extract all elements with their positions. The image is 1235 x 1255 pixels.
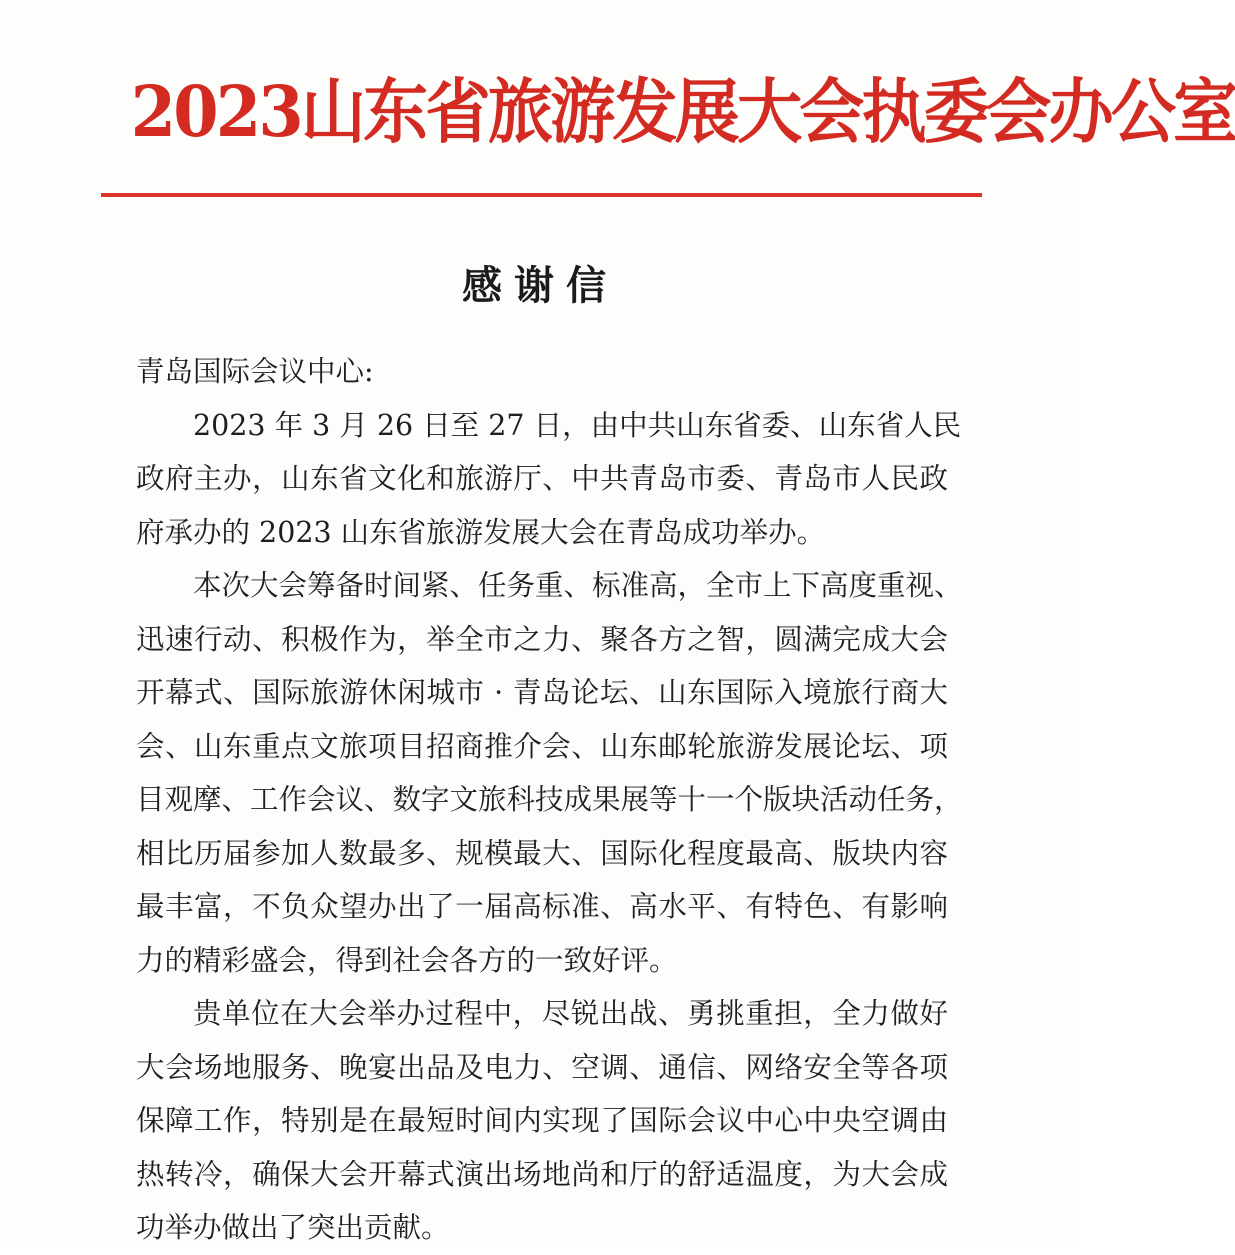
paragraph-line: 贵单位在大会举办过程中，尽锐出战、勇挑重担，全力做好 <box>193 997 948 1030</box>
paragraph-line: 最丰富，不负众望办出了一届高标准、高水平、有特色、有影响 <box>136 890 948 923</box>
paragraph-line: 本次大会筹备时间紧、任务重、标准高，全市上下高度重视、 <box>193 569 963 602</box>
paragraph-line: 保障工作，特别是在最短时间内实现了国际会议中心中央空调由 <box>136 1104 948 1137</box>
paragraph-line: 目观摩、工作会议、数字文旅科技成果展等十一个版块活动任务， <box>136 783 963 816</box>
paragraph-3 <box>136 987 948 1255</box>
salutation: 青岛国际会议中心: <box>136 355 374 388</box>
paragraph-line: 开幕式、国际旅游休闲城市 · 青岛论坛、山东国际入境旅行商大 <box>136 676 948 709</box>
letterhead-red-rule <box>101 193 982 197</box>
paragraph-line: 相比历届参加人数最多、规模最大、国际化程度最高、版块内容 <box>136 836 948 870</box>
paragraph-line: 迅速行动、积极作为，举全市之力、聚各方之智，圆满完成大会 <box>136 622 948 656</box>
paragraph-line: 力的精彩盛会，得到社会各方的一致好评。 <box>136 943 678 977</box>
paragraph-line: 政府主办，山东省文化和旅游厅、中共青岛市委、青岛市人民政 <box>136 462 948 495</box>
paragraph-line: 2023 年 3 月 26 日至 27 日，由中共山东省委、山东省人民 <box>193 408 962 442</box>
paragraph-line: 热转冷，确保大会开幕式演出场地尚和厅的舒适温度，为大会成 <box>136 1157 948 1191</box>
letterhead-title: 2023山东省旅游发展大会执委会办公室 <box>130 70 1235 153</box>
paragraph-line: 功举办做出了突出贡献。 <box>136 1211 450 1244</box>
paragraph-line: 大会场地服务、晚宴出品及电力、空调、通信、网络安全等各项 <box>136 1050 948 1084</box>
letter-body <box>136 345 963 1255</box>
paragraph-line: 府承办的 2023 山东省旅游发展大会在青岛成功举办。 <box>136 515 826 549</box>
document-title: 感谢信 <box>462 262 618 309</box>
paragraph-1 <box>136 399 962 560</box>
paragraph-2 <box>136 559 963 987</box>
paragraph-line: 会、山东重点文旅项目招商推介会、山东邮轮旅游发展论坛、项 <box>136 729 948 763</box>
